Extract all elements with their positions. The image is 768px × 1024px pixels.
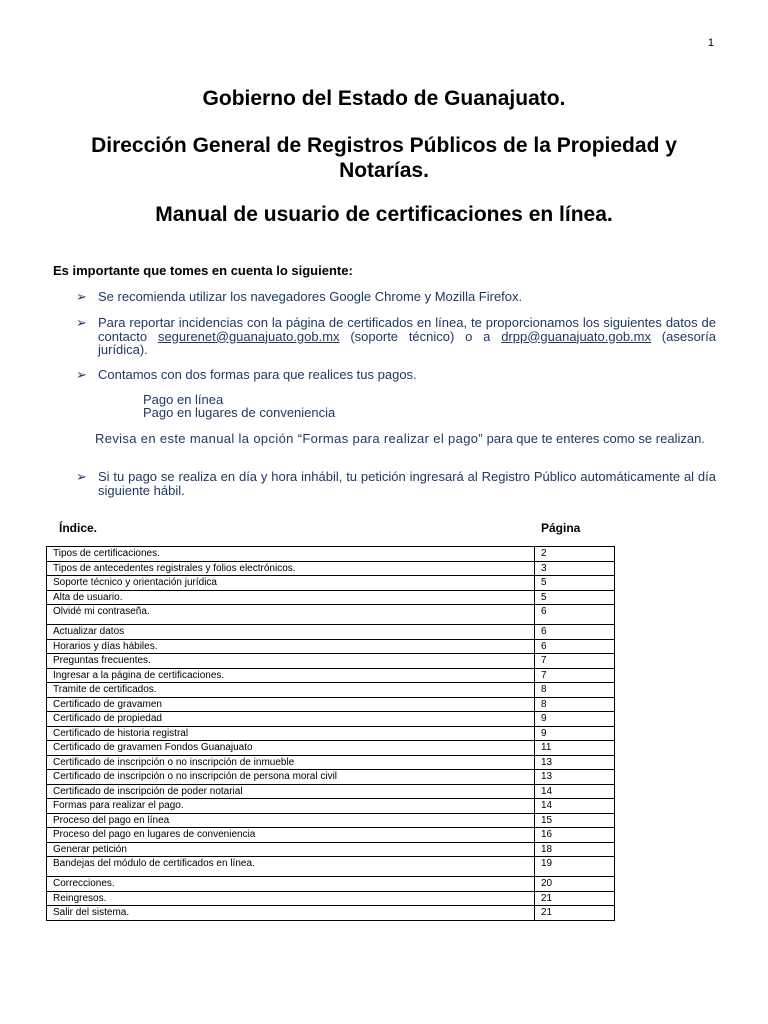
index-entry-label: Tipos de antecedentes registrales y folios electrónicos. — [47, 561, 535, 576]
arrow-bullet-icon: ➢ — [76, 367, 87, 382]
bullet-non-business-day — [76, 470, 716, 497]
index-entry-page: 19 — [535, 857, 615, 877]
arrow-bullet-icon: ➢ — [76, 289, 87, 304]
table-row — [47, 605, 615, 625]
index-entry-page: 3 — [535, 561, 615, 576]
index-entry-label: Proceso del pago en lugares de conveniencia — [47, 828, 535, 843]
index-entry-page: 15 — [535, 813, 615, 828]
table-row — [47, 547, 615, 562]
arrow-bullet-icon: ➢ — [76, 315, 87, 330]
contact-text-pre: Para reportar incidencias con la página de certificados en línea, te proporcionamos los siguientes datos de contacto — [98, 315, 716, 344]
index-entry-page: 2 — [535, 547, 615, 562]
page-number: 1 — [707, 37, 714, 49]
table-row — [47, 842, 615, 857]
bullet-text: Si tu pago se realiza en día y hora inhábil, tu petición ingresará al Registro Público automáticamente al día siguiente hábil. — [98, 469, 716, 498]
index-entry-page: 14 — [535, 784, 615, 799]
table-row — [47, 799, 615, 814]
index-table — [46, 546, 615, 921]
index-entry-label: Generar petición — [47, 842, 535, 857]
index-heading: Índice. — [59, 521, 98, 535]
bullet-contact — [76, 316, 716, 357]
bullet-text — [98, 316, 716, 357]
index-entry-page: 7 — [535, 668, 615, 683]
index-entry-label: Certificado de inscripción o no inscripción de persona moral civil — [47, 770, 535, 785]
table-row — [47, 668, 615, 683]
index-entry-page: 9 — [535, 712, 615, 727]
index-entry-page: 20 — [535, 877, 615, 892]
index-entry-label: Tipos de certificaciones. — [47, 547, 535, 562]
table-row — [47, 561, 615, 576]
index-entry-page: 6 — [535, 625, 615, 640]
important-heading: Es importante que tomes en cuenta lo siguiente: — [53, 263, 353, 278]
arrow-bullet-icon: ➢ — [76, 469, 87, 484]
index-entry-label: Certificado de inscripción o no inscripción de inmueble — [47, 755, 535, 770]
index-entry-page: 6 — [535, 605, 615, 625]
table-row — [47, 877, 615, 892]
contact-text-mid: (soporte técnico) o a — [339, 328, 502, 344]
index-entry-page: 6 — [535, 639, 615, 654]
table-row — [47, 755, 615, 770]
index-entry-page: 13 — [535, 770, 615, 785]
index-entry-label: Soporte técnico y orientación jurídica — [47, 576, 535, 591]
index-entry-page: 21 — [535, 891, 615, 906]
index-entry-page: 7 — [535, 654, 615, 669]
table-row — [47, 697, 615, 712]
title-government: Gobierno del Estado de Guanajuato. — [202, 87, 566, 110]
table-row — [47, 906, 615, 921]
index-entry-label: Proceso del pago en línea — [47, 813, 535, 828]
index-entry-label: Actualizar datos — [47, 625, 535, 640]
bullet-payments — [76, 368, 716, 382]
index-entry-label: Alta de usuario. — [47, 590, 535, 605]
table-row — [47, 891, 615, 906]
review-note-part1: Revisa en este manual la opción “Formas para realizar el pago” — [95, 431, 484, 446]
index-entry-label: Certificado de gravamen — [47, 697, 535, 712]
index-entry-page: 16 — [535, 828, 615, 843]
index-entry-label: Ingresar a la página de certificaciones. — [47, 668, 535, 683]
index-entry-page: 9 — [535, 726, 615, 741]
table-row — [47, 625, 615, 640]
index-entry-label: Olvidé mi contraseña. — [47, 605, 535, 625]
index-entry-label: Tramite de certificados. — [47, 683, 535, 698]
bullet-text: Contamos con dos formas para que realices tus pagos. — [98, 367, 417, 382]
table-row — [47, 712, 615, 727]
payment-option-convenience: Pago en lugares de conveniencia — [143, 405, 336, 420]
index-entry-page: 5 — [535, 576, 615, 591]
payment-option-online: Pago en línea — [143, 392, 224, 407]
contact-text-post: (asesoría jurídica). — [98, 328, 716, 357]
table-row — [47, 770, 615, 785]
index-entry-page: 13 — [535, 755, 615, 770]
table-row — [47, 813, 615, 828]
index-entry-label: Certificado de propiedad — [47, 712, 535, 727]
index-entry-label: Correcciones. — [47, 877, 535, 892]
index-entry-label: Preguntas frecuentes. — [47, 654, 535, 669]
index-entry-page: 21 — [535, 906, 615, 921]
email-link-legal[interactable]: drpp@guanajuato.gob.mx — [501, 328, 651, 344]
index-entry-page: 11 — [535, 741, 615, 756]
email-link-support[interactable]: segurenet@guanajuato.gob.mx — [157, 328, 340, 344]
index-entry-label: Formas para realizar el pago. — [47, 799, 535, 814]
index-entry-page: 5 — [535, 590, 615, 605]
index-entry-label: Horarios y días hábiles. — [47, 639, 535, 654]
index-entry-page: 8 — [535, 683, 615, 698]
table-row — [47, 741, 615, 756]
title-manual: Manual de usuario de certificaciones en línea. — [155, 203, 613, 226]
table-row — [47, 590, 615, 605]
index-page-heading: Página — [541, 521, 581, 535]
index-entry-label: Bandejas del módulo de certificados en línea. — [47, 857, 535, 877]
index-entry-label: Reingresos. — [47, 891, 535, 906]
bullet-text: Se recomienda utilizar los navegadores Google Chrome y Mozilla Firefox. — [98, 289, 523, 304]
index-entry-page: 8 — [535, 697, 615, 712]
table-row — [47, 828, 615, 843]
table-row — [47, 576, 615, 591]
table-row — [47, 784, 615, 799]
review-note-part2: para que te enteres como se realizan. — [483, 431, 705, 446]
index-entry-label: Salir del sistema. — [47, 906, 535, 921]
index-entry-label: Certificado de gravamen Fondos Guanajuato — [47, 741, 535, 756]
table-row — [47, 639, 615, 654]
bullet-browsers — [76, 290, 716, 304]
table-row — [47, 726, 615, 741]
index-entry-label: Certificado de historia registral — [47, 726, 535, 741]
index-entry-page: 14 — [535, 799, 615, 814]
index-entry-label: Certificado de inscripción de poder notarial — [47, 784, 535, 799]
table-row — [47, 683, 615, 698]
title-directorate: Dirección General de Registros Públicos de la Propiedad y Notarías. — [91, 134, 677, 182]
table-row — [47, 654, 615, 669]
index-entry-page: 18 — [535, 842, 615, 857]
table-row — [47, 857, 615, 877]
review-note — [53, 432, 715, 446]
